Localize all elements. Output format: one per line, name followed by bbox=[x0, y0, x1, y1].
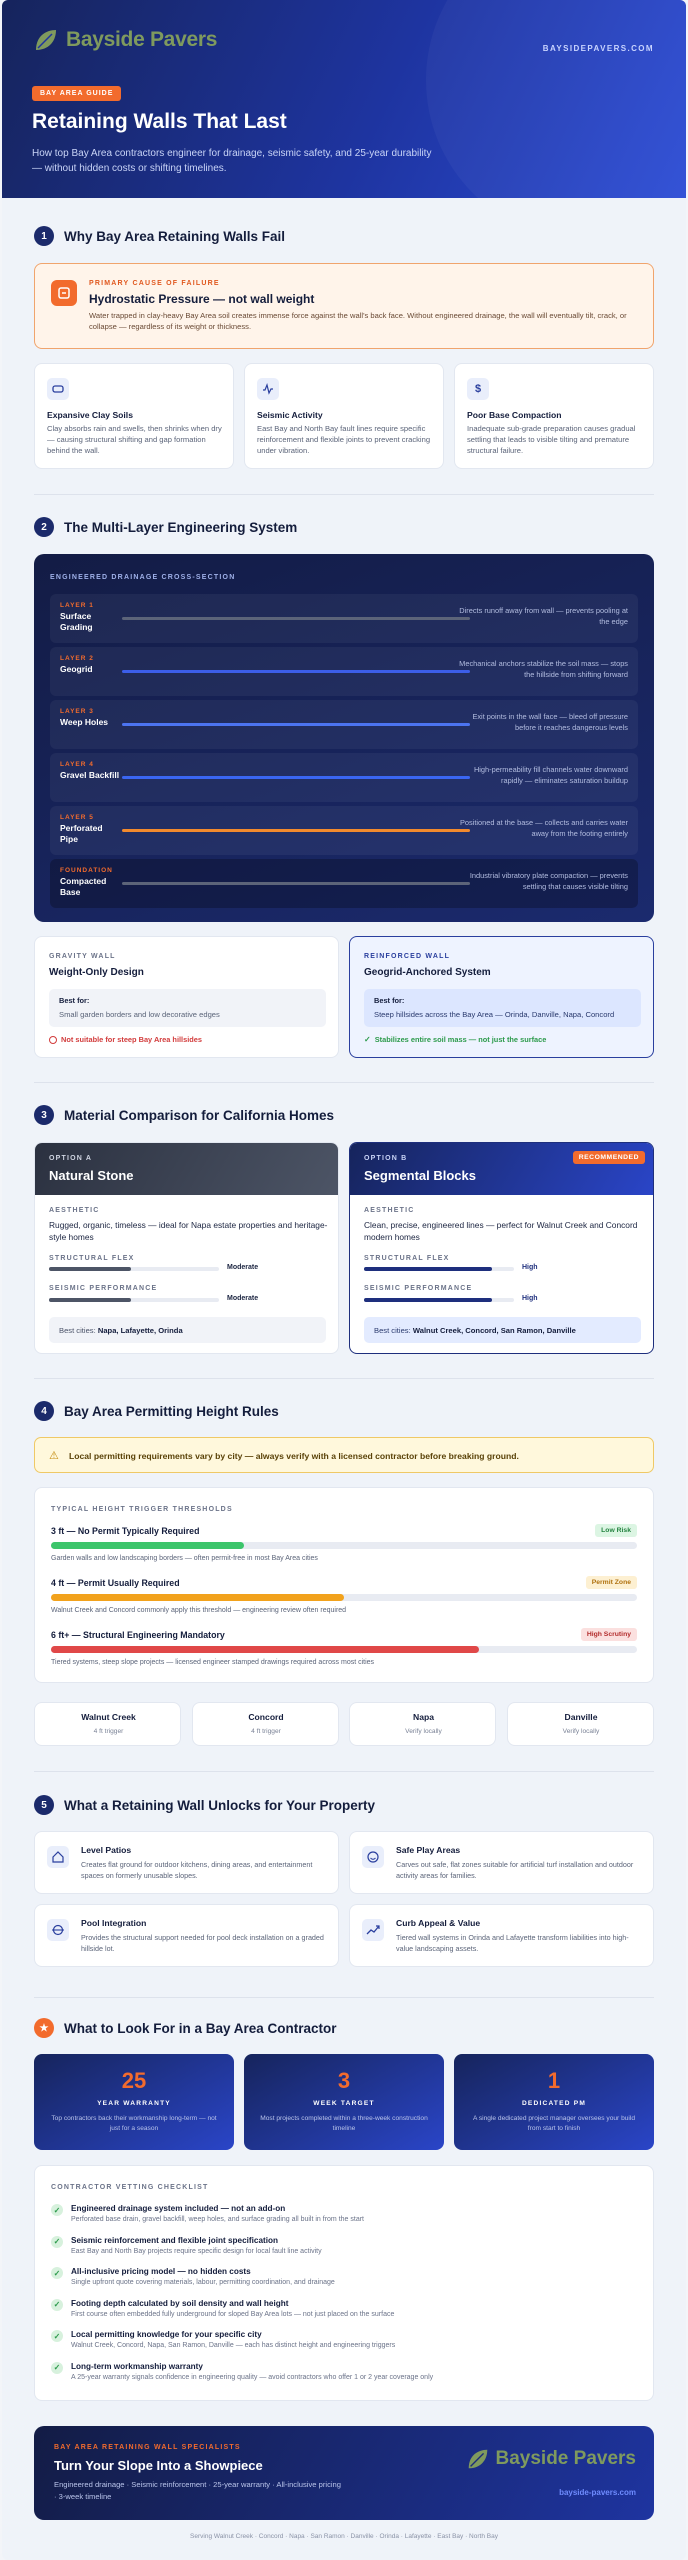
city-name: Walnut Creek bbox=[81, 1712, 136, 1722]
page bbox=[2, 0, 686, 2560]
dollar-icon: $ bbox=[467, 378, 489, 400]
checklist-item-title: Engineered drainage system included — not an add-on bbox=[71, 2204, 286, 2213]
benefit-card bbox=[349, 1904, 654, 1967]
section-divider bbox=[34, 1771, 654, 1772]
best-for-box bbox=[364, 989, 641, 1027]
height-thresholds-panel bbox=[34, 1487, 654, 1683]
material-card-b bbox=[349, 1142, 654, 1354]
threshold-fill bbox=[51, 1646, 479, 1653]
check-icon: ✓ bbox=[51, 2204, 63, 2216]
threshold-title: 4 ft — Permit Usually Required bbox=[51, 1578, 180, 1588]
guide-badge: BAY AREA GUIDE bbox=[32, 86, 121, 101]
threshold-text: Walnut Creek and Concord commonly apply this threshold — engineering review often required bbox=[51, 1607, 347, 1614]
benefit-title: Level Patios bbox=[81, 1845, 132, 1855]
layer-description: Exit points in the wall face — bleed off pressure before it reaches dangerous levels bbox=[472, 712, 628, 732]
benefit-title: Safe Play Areas bbox=[396, 1845, 461, 1855]
clay-soil-icon bbox=[47, 378, 69, 400]
layer-bar bbox=[122, 617, 470, 620]
section-number: 3 bbox=[34, 1105, 54, 1125]
benefit-card bbox=[34, 1831, 339, 1894]
flex-bar bbox=[49, 1267, 219, 1271]
star-icon: ★ bbox=[34, 2018, 54, 2038]
seismic-activity-icon bbox=[257, 378, 279, 400]
layer-kicker: LAYER 2 bbox=[60, 655, 94, 662]
threshold-title: 6 ft+ — Structural Engineering Mandatory bbox=[51, 1630, 225, 1640]
vetting-checklist bbox=[34, 2165, 654, 2401]
bar-fill bbox=[364, 1267, 492, 1271]
material-name: Natural Stone bbox=[49, 1168, 134, 1183]
home-icon bbox=[47, 1846, 69, 1868]
hero-banner bbox=[2, 0, 686, 198]
seismic-label: SEISMIC PERFORMANCE bbox=[364, 1285, 473, 1292]
material-card-a bbox=[34, 1142, 339, 1354]
failure-card bbox=[244, 363, 444, 469]
brand-name: Bayside Pavers bbox=[495, 2448, 636, 2469]
section-2-header bbox=[34, 517, 297, 537]
drainage-layer bbox=[50, 647, 638, 696]
stat-label: WEEK TARGET bbox=[313, 2100, 375, 2107]
card-kicker: REINFORCED WALL bbox=[364, 953, 451, 960]
drainage-layer bbox=[50, 700, 638, 749]
recommended-badge: RECOMMENDED bbox=[573, 1151, 645, 1164]
warning-text: Local permitting requirements vary by city — always verify with a licensed contractor before breaking ground. bbox=[69, 1451, 519, 1461]
city-note: 4 ft trigger bbox=[93, 1728, 124, 1735]
flex-value: Moderate bbox=[227, 1264, 259, 1271]
layer-name: Geogrid bbox=[60, 664, 93, 674]
layer-name: Surface Grading bbox=[60, 611, 93, 632]
check-icon: ✓ bbox=[51, 2236, 63, 2248]
city-name: Concord bbox=[248, 1712, 284, 1722]
page-subtitle: How top Bay Area contractors engineer for drainage, seismic safety, and 25-year durability — without hidden costs or shifting timelines. bbox=[32, 148, 432, 174]
threshold-text: Tiered systems, steep slope projects — licensed engineer stamped drawings required across most cities bbox=[51, 1659, 375, 1666]
best-for-box bbox=[49, 989, 326, 1027]
drainage-cross-section bbox=[34, 554, 654, 922]
check-icon: ✓ bbox=[51, 2330, 63, 2342]
layer-bar bbox=[122, 723, 470, 726]
section-3-header bbox=[34, 1105, 334, 1125]
warning-text: Not suitable for steep Bay Area hillsides bbox=[61, 1035, 203, 1044]
checklist-item-text: East Bay and North Bay projects require specific design for local fault line activity bbox=[71, 2247, 322, 2255]
panel-title: TYPICAL HEIGHT TRIGGER THRESHOLDS bbox=[51, 1506, 233, 1513]
trending-up-icon bbox=[362, 1919, 384, 1941]
footer-kicker: BAY AREA RETAINING WALL SPECIALISTS bbox=[54, 2444, 241, 2451]
city-card[interactable] bbox=[507, 1702, 654, 1746]
layer-bar bbox=[122, 670, 470, 673]
failure-card bbox=[454, 363, 654, 469]
best-cities-list: Napa, Lafayette, Orinda bbox=[97, 1326, 183, 1335]
flex-label: STRUCTURAL FLEX bbox=[364, 1255, 450, 1262]
drainage-layer bbox=[50, 594, 638, 643]
layer-description: Mechanical anchors stabilize the soil mass — stops the hillside from shifting forward bbox=[459, 659, 628, 679]
threshold-bar bbox=[51, 1542, 637, 1549]
stat-value: 25 bbox=[121, 2068, 147, 2093]
checklist-item-text: Walnut Creek, Concord, Napa, San Ramon, Danville — each has distinct height and engineering triggers bbox=[71, 2342, 396, 2349]
section-number: 1 bbox=[34, 226, 54, 246]
risk-tag: Low Risk bbox=[595, 1524, 637, 1537]
drainage-layer bbox=[50, 753, 638, 802]
checklist-item-title: All-inclusive pricing model — no hidden costs bbox=[71, 2267, 251, 2276]
service-area: Serving Walnut Creek · Concord · Napa · San Ramon · Danville · Orinda · Lafayette · East Bay · North Bay bbox=[190, 2533, 498, 2540]
best-cities bbox=[49, 1317, 326, 1343]
warning-icon: ⚠ bbox=[49, 1450, 59, 1462]
check-icon: ✓ bbox=[364, 1035, 371, 1044]
card-header bbox=[35, 1143, 339, 1195]
section-number: 5 bbox=[34, 1795, 54, 1815]
city-card[interactable] bbox=[192, 1702, 339, 1746]
checklist-item-text: A 25-year warranty signals confidence in engineering quality — avoid contractors who offer 1 or 2 year coverage only bbox=[71, 2373, 434, 2381]
section-number: 4 bbox=[34, 1401, 54, 1421]
section-5-header bbox=[34, 1795, 375, 1815]
threshold-title: 3 ft — No Permit Typically Required bbox=[51, 1526, 200, 1536]
seismic-label: SEISMIC PERFORMANCE bbox=[49, 1285, 158, 1292]
stat-value: 1 bbox=[547, 2068, 561, 2093]
card-title: Weight-Only Design bbox=[49, 967, 144, 978]
reinforced-wall-card bbox=[349, 936, 654, 1058]
section-divider bbox=[34, 1082, 654, 1083]
stat-value: 3 bbox=[337, 2068, 351, 2093]
stat-label: DEDICATED PM bbox=[521, 2100, 587, 2107]
section-title: Why Bay Area Retaining Walls Fail bbox=[64, 228, 286, 244]
city-name: Danville bbox=[564, 1712, 598, 1722]
checklist-item-title: Long-term workmanship warranty bbox=[71, 2361, 203, 2371]
layer-kicker: LAYER 5 bbox=[60, 814, 94, 821]
threshold-text: Garden walls and low landscaping borders — often permit-free in most Bay Area cities bbox=[51, 1555, 318, 1562]
footer-text: Engineered drainage · Seismic reinforcement · 25-year warranty · All-inclusive pricing · 3-week timeline bbox=[54, 2480, 341, 2501]
section-divider bbox=[34, 1378, 654, 1379]
alert-kicker: PRIMARY CAUSE OF FAILURE bbox=[89, 280, 220, 287]
layer-description: High-permeability fill channels water downward rapidly — eliminates saturation buildup bbox=[473, 765, 628, 785]
alert-title: Hydrostatic Pressure — not wall weight bbox=[89, 292, 315, 306]
layer-bar bbox=[122, 776, 470, 779]
checklist-item-text: Single upfront quote covering materials, labour, permitting coordination, and drainage bbox=[71, 2279, 335, 2286]
layer-kicker: FOUNDATION bbox=[60, 867, 113, 874]
brand-name: Bayside Pavers bbox=[66, 28, 218, 51]
layer-bar bbox=[122, 882, 470, 885]
benefit-title: Pool Integration bbox=[81, 1918, 147, 1928]
section-title: What to Look For in a Bay Area Contractor bbox=[64, 2020, 337, 2036]
benefit-card bbox=[34, 1904, 339, 1967]
leaf-logo-icon bbox=[465, 2446, 491, 2472]
alert-text: Water trapped in clay-heavy Bay Area soil creates immense force against the wall's back face. Without engineered drainage, the wall will eventually tilt, crack, or collapse — regardless of its weight or thickness. bbox=[89, 311, 627, 331]
best-cities bbox=[364, 1317, 641, 1343]
benefit-text: Tiered wall systems in Orinda and Lafayette transform liabilities into high-value landscaping assets. bbox=[396, 1933, 629, 1953]
best-cities-list: Walnut Creek, Concord, San Ramon, Danville bbox=[412, 1326, 576, 1335]
bar-fill bbox=[49, 1267, 131, 1271]
checklist-item-text: First course often embedded fully underground for sloped Bay Area lots — not just placed on the surface bbox=[71, 2310, 395, 2318]
stat-card bbox=[34, 2054, 234, 2150]
section-1-header bbox=[34, 226, 285, 246]
footer-cta bbox=[34, 2426, 654, 2520]
benefit-title: Curb Appeal & Value bbox=[396, 1918, 481, 1928]
checklist-title: CONTRACTOR VETTING CHECKLIST bbox=[51, 2184, 209, 2191]
drainage-layer bbox=[50, 859, 638, 908]
card-title: Expansive Clay Soils bbox=[47, 410, 133, 420]
benefit-text: Provides the structural support needed for pool deck installation on a graded hillside lot. bbox=[81, 1933, 324, 1953]
check-icon: ✓ bbox=[51, 2362, 63, 2374]
layer-description: Industrial vibratory plate compaction — prevents settling that causes visible tilting bbox=[469, 871, 628, 891]
section-title: Bay Area Permitting Height Rules bbox=[64, 1403, 279, 1419]
card-text: Inadequate sub-grade preparation causes gradual settling that leads to visible tilting and premature structural failure. bbox=[467, 424, 636, 455]
benefit-text: Carves out safe, flat zones suitable for artificial turf installation and outdoor activity areas for families. bbox=[396, 1860, 634, 1880]
leaf-logo-icon bbox=[32, 26, 60, 54]
city-note: Verify locally bbox=[405, 1728, 442, 1735]
section-title: The Multi-Layer Engineering System bbox=[64, 519, 298, 535]
city-name: Napa bbox=[412, 1712, 434, 1722]
material-name: Segmental Blocks bbox=[364, 1168, 476, 1183]
section-number: 2 bbox=[34, 517, 54, 537]
aesthetic-label: AESTHETIC bbox=[364, 1207, 415, 1214]
gravity-wall-card bbox=[34, 936, 339, 1058]
card-text: Clay absorbs rain and swells, then shrinks when dry — causing structural shifting and gap formation behind the wall. bbox=[47, 424, 222, 455]
footer-title: Turn Your Slope Into a Showpiece bbox=[54, 2458, 263, 2473]
stat-card bbox=[454, 2054, 654, 2150]
threshold-fill bbox=[51, 1594, 344, 1601]
stat-text: Most projects completed within a three-week construction timeline bbox=[260, 2115, 428, 2132]
layer-kicker: LAYER 1 bbox=[60, 602, 94, 609]
seismic-value: Moderate bbox=[227, 1295, 259, 1302]
flex-value: High bbox=[522, 1264, 538, 1271]
page-title: Retaining Walls That Last bbox=[32, 110, 287, 133]
benefit-card bbox=[349, 1831, 654, 1894]
layer-name: Perforated Pipe bbox=[60, 823, 103, 844]
benefit-text: Creates flat ground for outdoor kitchens, dining areas, and entertainment spaces on formerly unusable slopes. bbox=[81, 1860, 313, 1880]
layer-name: Compacted Base bbox=[60, 876, 107, 897]
success-text: Stabilizes entire soil mass — not just the surface bbox=[374, 1035, 547, 1044]
card-title: Poor Base Compaction bbox=[467, 410, 562, 420]
city-note: 4 ft trigger bbox=[251, 1728, 281, 1735]
aesthetic-text: Clean, precise, engineered lines — perfect for Walnut Creek and Concord modern homes bbox=[364, 1220, 638, 1242]
drainage-layer bbox=[50, 806, 638, 855]
pressure-icon bbox=[51, 280, 77, 306]
failure-card bbox=[34, 363, 234, 469]
bar-fill bbox=[49, 1298, 131, 1302]
checklist-item-title: Seismic reinforcement and flexible joint specification bbox=[71, 2235, 279, 2245]
footer-logo[interactable] bbox=[465, 2446, 637, 2472]
threshold-fill bbox=[51, 1542, 244, 1549]
layer-description: Directs runoff away from wall — prevents pooling at the edge bbox=[459, 606, 628, 626]
section-divider bbox=[34, 1997, 654, 1998]
best-for-label: Best for: bbox=[59, 996, 90, 1005]
brand-url[interactable]: BAYSIDEPAVERS.COM bbox=[542, 44, 654, 53]
permit-warning bbox=[34, 1437, 654, 1473]
option-label: OPTION A bbox=[49, 1155, 93, 1162]
checklist-item-title: Local permitting knowledge for your specific city bbox=[71, 2330, 262, 2339]
card-kicker: GRAVITY WALL bbox=[49, 953, 116, 960]
best-cities-label: Best cities: bbox=[374, 1326, 411, 1335]
flex-bar bbox=[364, 1267, 514, 1271]
best-for-text: Steep hillsides across the Bay Area — Orinda, Danville, Napa, Concord bbox=[374, 1010, 615, 1019]
layer-name: Weep Holes bbox=[60, 717, 109, 727]
section-title: What a Retaining Wall Unlocks for Your Property bbox=[64, 1797, 376, 1813]
flex-label: STRUCTURAL FLEX bbox=[49, 1255, 135, 1262]
footer-url[interactable]: bayside-pavers.com bbox=[559, 2488, 636, 2497]
check-icon: ✓ bbox=[51, 2267, 63, 2279]
layer-kicker: LAYER 3 bbox=[60, 708, 94, 715]
smile-icon bbox=[362, 1846, 384, 1868]
section-title: Material Comparison for California Homes bbox=[64, 1107, 335, 1123]
seismic-bar bbox=[364, 1298, 514, 1302]
pool-icon bbox=[47, 1919, 69, 1941]
best-cities-label: Best cities: bbox=[59, 1326, 96, 1335]
brand-logo[interactable] bbox=[32, 26, 217, 54]
seismic-value: High bbox=[522, 1295, 538, 1302]
card-title: Seismic Activity bbox=[257, 410, 323, 420]
bar-fill bbox=[364, 1298, 492, 1302]
failure-cause-alert bbox=[34, 263, 654, 349]
stat-label: YEAR WARRANTY bbox=[97, 2100, 171, 2107]
threshold-bar bbox=[51, 1646, 637, 1653]
checklist-item-text: Perforated base drain, gravel backfill, weep holes, and surface grading all built in from the start bbox=[71, 2216, 364, 2223]
city-card[interactable] bbox=[349, 1702, 496, 1746]
section-4-header bbox=[34, 1401, 279, 1421]
risk-tag: High Scrutiny bbox=[581, 1628, 637, 1641]
threshold-bar bbox=[51, 1594, 637, 1601]
seismic-bar bbox=[49, 1298, 219, 1302]
layer-bar bbox=[122, 829, 470, 832]
city-note: Verify locally bbox=[562, 1728, 600, 1735]
best-for-text: Small garden borders and low decorative edges bbox=[59, 1010, 220, 1019]
warning-note bbox=[49, 1035, 202, 1044]
checklist-item-title: Footing depth calculated by soil density and wall height bbox=[71, 2298, 289, 2308]
layer-name: Gravel Backfill bbox=[60, 770, 120, 780]
option-label: OPTION B bbox=[364, 1155, 408, 1162]
section-divider bbox=[34, 494, 654, 495]
stat-text: A single dedicated project manager oversees your build from start to finish bbox=[472, 2115, 635, 2132]
stat-text: Top contractors back their workmanship long-term — not just for a season bbox=[51, 2115, 217, 2132]
aesthetic-text: Rugged, organic, timeless — ideal for Napa estate properties and heritage-style homes bbox=[49, 1220, 328, 1242]
section-6-header bbox=[34, 2018, 337, 2038]
layer-description: Positioned at the base — collects and carries water away from the footing entirely bbox=[459, 818, 628, 838]
best-for-label: Best for: bbox=[374, 996, 405, 1005]
success-note bbox=[364, 1035, 546, 1044]
city-card[interactable] bbox=[34, 1702, 181, 1746]
card-title: Geogrid-Anchored System bbox=[364, 967, 491, 978]
card-text: East Bay and North Bay fault lines require specific reinforcement and flexible joints to prevent cracking under vibration. bbox=[257, 424, 431, 455]
card-header bbox=[350, 1143, 654, 1195]
aesthetic-label: AESTHETIC bbox=[49, 1207, 100, 1214]
panel-title: ENGINEERED DRAINAGE CROSS-SECTION bbox=[50, 574, 236, 581]
cross-icon bbox=[49, 1036, 57, 1044]
stat-card bbox=[244, 2054, 444, 2150]
check-icon: ✓ bbox=[51, 2299, 63, 2311]
layer-kicker: LAYER 4 bbox=[60, 761, 94, 768]
risk-tag: Permit Zone bbox=[586, 1576, 637, 1589]
